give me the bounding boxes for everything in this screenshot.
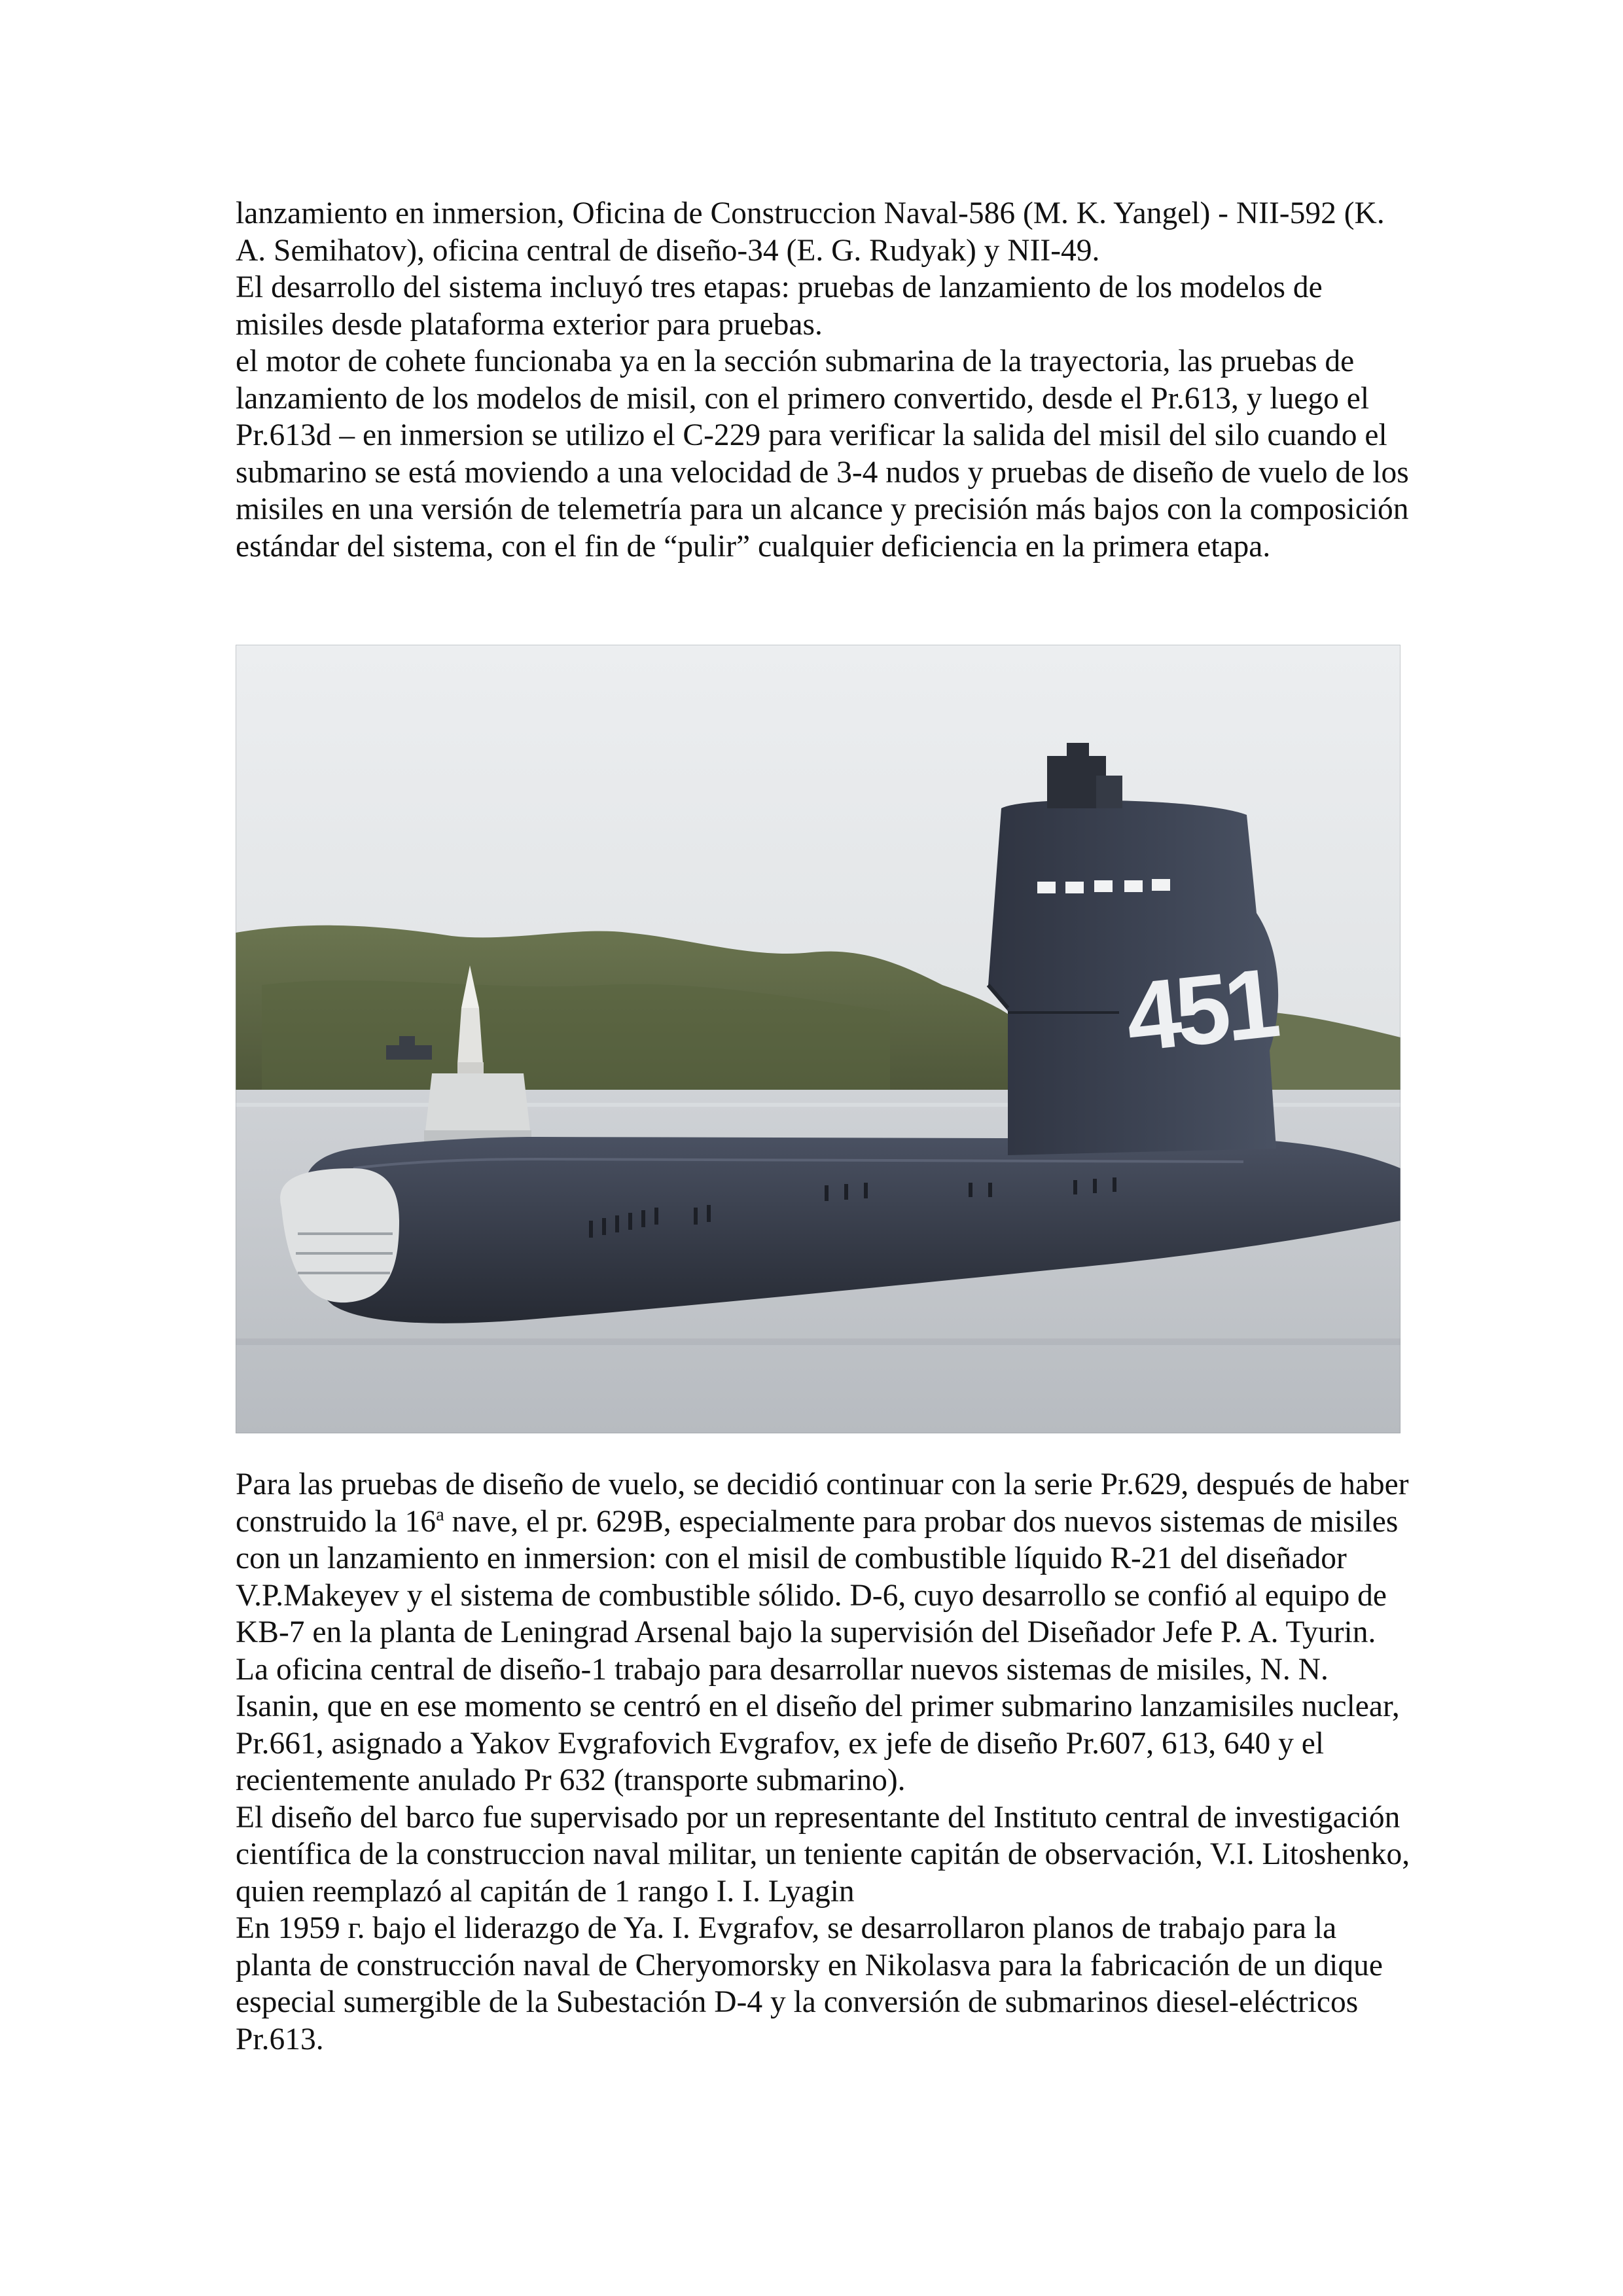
paragraph: La oficina central de diseño-1 trabajo para desarrollar nuevos sistemas de misiles, N. N. Isanin, que en ese momento se centró en el diseño del primer submarino lanzamisiles nuclear, Pr.661, asignado a Yakov Evgrafovich Evgrafov, ex jefe de diseño Pr.607, 613, 640 y el recientemente anulado Pr 632 (transporte submarino). [236, 1652, 1400, 1797]
paragraph: El diseño del barco fue supervisado por un representante del Instituto central de investigación científica de la construccion naval militar, un teniente capitán de observación, V.I. Litoshenko, quien reemplazó al capitán de 1 rango I. I. Lyagin [236, 1800, 1410, 1909]
missile [457, 1008, 483, 1064]
ordinal-superscript: a [436, 1504, 444, 1525]
submarine-photo [236, 645, 1400, 1433]
paragraph: El desarrollo del sistema incluyó tres etapas: pruebas de lanzamiento de los modelos de misiles desde plataforma exterior para pruebas. [236, 270, 1323, 342]
paragraph [236, 1466, 1414, 1651]
hull-number: 451 [1120, 947, 1280, 1073]
bottom-text-block [236, 1466, 1414, 2058]
paragraph-text: nave, el pr. 629B, especialmente para probar dos nuevos sistemas de misiles con un lanzamiento en inmersion: con el misil de combustible líquido R-21 del diseñador V.P.Makeyev y el sistema de combustible sólido. D-6, cuyo desarrollo se confió al equipo de KB-7 en la planta de Leningrad Arsenal bajo la supervisión del Diseñador Jefe P. A. Tyurin. [236, 1504, 1399, 1649]
paragraph-text: Para las pruebas de diseño de vuelo, se decidió continuar con la serie Pr.629, después de haber construido la 16 [236, 1467, 1409, 1539]
paragraph: el motor de cohete funcionaba ya en la sección submarina de la trayectoria, las pruebas de lanzamiento de los modelos de misil, con el primero convertido, desde el Pr.613, y luego el Pr.613d – en inmersion se utilizo el C-229 para verificar la salida del misil del silo cuando el submarino se está moviendo a una velocidad de 3-4 nudos y pruebas de diseño de vuelo de los misiles en una versión de telemetría para un alcance y precisión más bajos con la composición estándar del sistema, con el fin de “pulir” cualquier deficiencia en la primera etapa. [236, 344, 1409, 564]
distant-vessel [386, 1045, 432, 1060]
top-text-block [236, 195, 1414, 565]
paragraph: lanzamiento en inmersion, Oficina de Construccion Naval-586 (M. K. Yangel) - NII-592 (K. A. Semihatov), oficina central de diseño-34 (E. G. Rudyak) y NII-49. [236, 196, 1385, 268]
paragraph: En 1959 г. bajo el liderazgo de Ya. I. Evgrafov, se desarrollaron planos de trabajo para la planta de construcción naval de Cheryomorsky en Nikolasva para la fabricación de un dique especial sumergible de la Subestación D-4 y la conversión de submarinos diesel-eléctricos Pr.613. [236, 1911, 1383, 2056]
